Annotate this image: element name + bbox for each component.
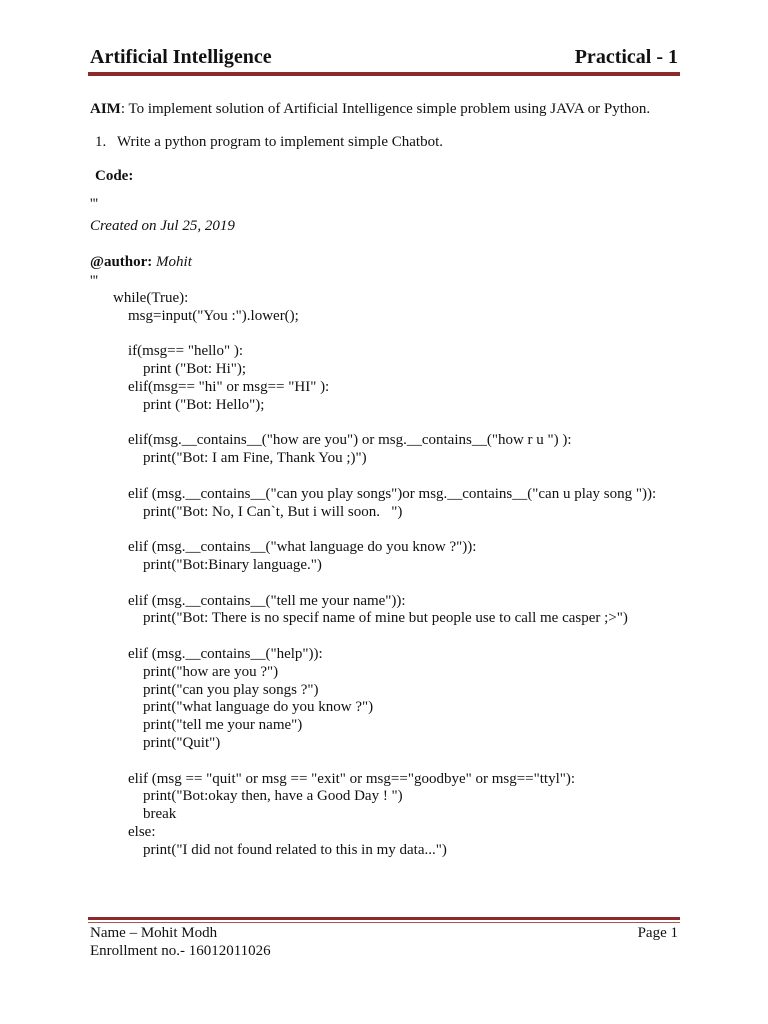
aim-text: : To implement solution of Artificial Intelligence simple problem using JAVA or Python.	[120, 101, 651, 117]
task-number: 1.	[95, 134, 107, 150]
docstring-close: '''	[90, 273, 99, 289]
docstring-created: Created on Jul 25, 2019	[90, 218, 235, 234]
docstring-author	[90, 254, 192, 271]
footer-rule	[88, 917, 680, 920]
footer-student-name: Name – Mohit Modh	[90, 925, 218, 941]
aim-statement	[90, 101, 650, 118]
author-label: @author:	[90, 254, 153, 270]
docstring-open: '''	[90, 196, 99, 212]
practical-number: Practical - 1	[574, 46, 678, 68]
footer-rule-thin	[88, 922, 680, 923]
task-text: Write a python program to implement simple Chatbot.	[117, 134, 444, 150]
code-heading: Code:	[95, 168, 134, 184]
header-rule	[88, 72, 680, 76]
page-number: Page 1	[637, 925, 678, 941]
aim-label: AIM	[90, 101, 121, 117]
footer-enrollment: Enrollment no.- 16012011026	[90, 943, 271, 959]
code-block: while(True): msg=input("You :").lower(); if(msg== "hello" ): print ("Bot: Hi"); elif(msg== "hi" or msg== "HI" ): print ("Bot: Hello"); elif(msg.__contains__("how are you") or msg.__contains__("how r u ") ): print("Bot: I am Fine, Thank You ;)") elif (msg.__contains__("can you play songs")or msg.__contains__("can u play song ")): print("Bot: No, I Can`t, But i will soon. ") elif (msg.__contains__("what language do you know ?")): print("Bot:Binary language.") elif (msg.__contains__("tell me your name")): print("Bot: There is no specif name of mine but people use to call me casper ;>") elif (msg.__contains__("help")): print("how are you ?") print("can you play songs ?") print("what language do you know ?") print("tell me your name") print("Quit") elif (msg == "quit" or msg == "exit" or msg=="goodbye" or msg=="ttyl"): print("Bot:okay then, have a Good Day ! ") break else: print("I did not found related to this in my data...")	[113, 290, 657, 858]
header-title: Artificial Intelligence	[90, 46, 272, 68]
task-item	[95, 134, 443, 151]
author-name: Mohit	[152, 254, 192, 270]
